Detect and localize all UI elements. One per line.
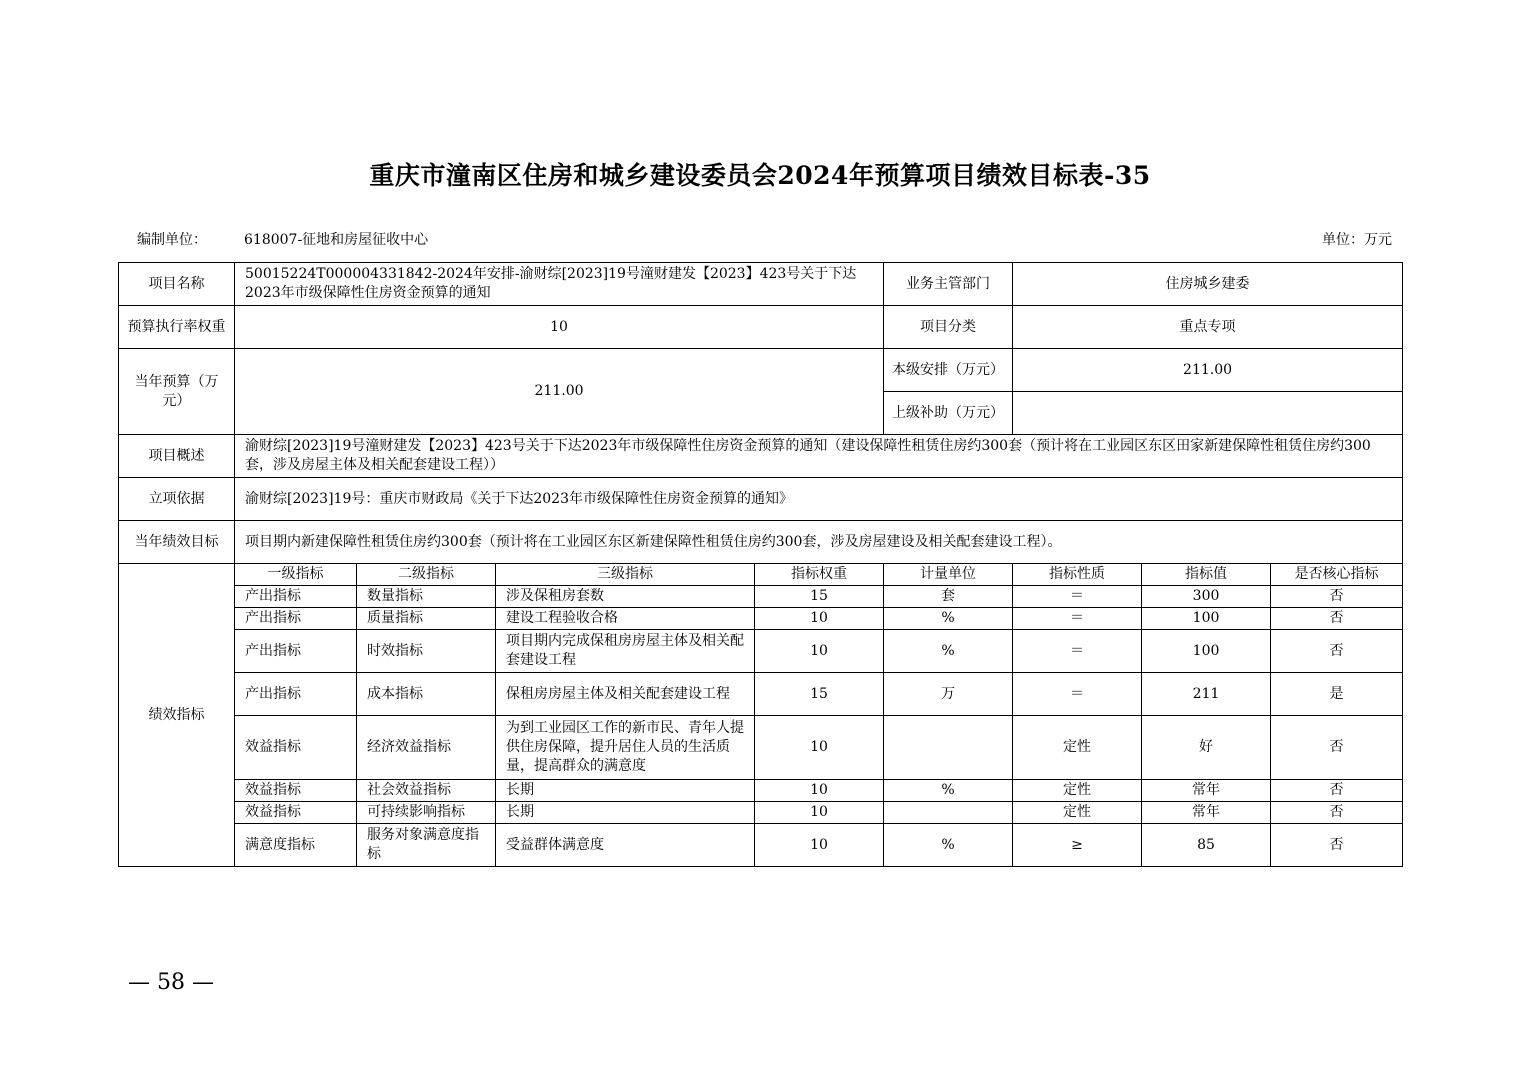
cell-weight: 15 (755, 673, 884, 716)
cell-level3: 长期 (496, 802, 755, 824)
cell-nature: ≥ (1013, 824, 1142, 867)
cell-weight: 10 (755, 802, 884, 824)
budget-label: 当年预算（万元） (119, 349, 235, 435)
cell-nature: 定性 (1013, 780, 1142, 802)
cell-unit (884, 716, 1013, 780)
cell-weight: 10 (755, 824, 884, 867)
table-row (119, 716, 1403, 780)
prep-unit-value: 618007-征地和房屋征收中心 (244, 232, 429, 248)
cell-unit: 套 (884, 586, 1013, 608)
cell-level3: 涉及保租房套数 (496, 586, 755, 608)
cell-level1: 产出指标 (235, 608, 357, 630)
header-nature: 指标性质 (1013, 564, 1142, 586)
project-name-value: 50015224T000004331842-2024年安排-渝财综[2023]19号潼财建发【2023】423号关于下达2023年市级保障性住房资金预算的通知 (235, 263, 884, 306)
cell-level2: 经济效益指标 (357, 716, 496, 780)
upper-value (1013, 392, 1403, 435)
goal-label: 当年绩效目标 (119, 521, 235, 564)
local-value: 211.00 (1013, 349, 1403, 392)
perf-label: 绩效指标 (119, 564, 235, 867)
cell-nature: 定性 (1013, 802, 1142, 824)
cell-unit: 万 (884, 673, 1013, 716)
local-label: 本级安排（万元） (884, 349, 1013, 392)
cell-core: 否 (1271, 802, 1403, 824)
budget-value: 211.00 (235, 349, 884, 435)
cell-weight: 15 (755, 586, 884, 608)
cell-level1: 效益指标 (235, 716, 357, 780)
cell-nature: ＝ (1013, 630, 1142, 673)
basis-value: 渝财综[2023]19号：重庆市财政局《关于下达2023年市级保障性住房资金预算的通知》 (235, 478, 1403, 521)
cell-level2: 服务对象满意度指标 (357, 824, 496, 867)
cell-nature: 定性 (1013, 716, 1142, 780)
table-row (119, 780, 1403, 802)
cell-level1: 满意度指标 (235, 824, 357, 867)
table-row (119, 608, 1403, 630)
category-value: 重点专项 (1013, 306, 1403, 349)
goal-value: 项目期内新建保障性租赁住房约300套（预计将在工业园区东区新建保障性租赁住房约300套，涉及房屋建设及相关配套建设工程）。 (235, 521, 1403, 564)
table-row (119, 673, 1403, 716)
table-row (119, 802, 1403, 824)
header-level1: 一级指标 (235, 564, 357, 586)
cell-weight: 10 (755, 608, 884, 630)
unit-row (137, 229, 1392, 249)
cell-level2: 时效指标 (357, 630, 496, 673)
cell-unit: % (884, 824, 1013, 867)
cell-value: 100 (1142, 630, 1271, 673)
cell-value: 常年 (1142, 780, 1271, 802)
cell-level1: 产出指标 (235, 586, 357, 608)
cell-level3: 保租房房屋主体及相关配套建设工程 (496, 673, 755, 716)
header-level3: 三级指标 (496, 564, 755, 586)
cell-core: 是 (1271, 673, 1403, 716)
cell-value: 100 (1142, 608, 1271, 630)
cell-value: 85 (1142, 824, 1271, 867)
cell-level1: 效益指标 (235, 802, 357, 824)
cell-level1: 产出指标 (235, 630, 357, 673)
cell-level3: 受益群体满意度 (496, 824, 755, 867)
cell-unit: % (884, 780, 1013, 802)
cell-level2: 社会效益指标 (357, 780, 496, 802)
cell-weight: 10 (755, 780, 884, 802)
cell-value: 300 (1142, 586, 1271, 608)
cell-level2: 质量指标 (357, 608, 496, 630)
cell-level2: 成本指标 (357, 673, 496, 716)
cell-level2: 数量指标 (357, 586, 496, 608)
cell-weight: 10 (755, 630, 884, 673)
cell-level3: 为到工业园区工作的新市民、青年人提供住房保障，提升居住人员的生活质量，提高群众的满意度 (496, 716, 755, 780)
header-weight: 指标权重 (755, 564, 884, 586)
table-row (119, 630, 1403, 673)
cell-value: 好 (1142, 716, 1271, 780)
currency-unit: 单位：万元 (1322, 232, 1392, 248)
cell-core: 否 (1271, 716, 1403, 780)
cell-value: 常年 (1142, 802, 1271, 824)
exec-rate-value: 10 (235, 306, 884, 349)
cell-value: 211 (1142, 673, 1271, 716)
dept-label: 业务主管部门 (884, 263, 1013, 306)
cell-level3: 建设工程验收合格 (496, 608, 755, 630)
cell-weight: 10 (755, 716, 884, 780)
table-row (119, 586, 1403, 608)
upper-label: 上级补助（万元） (884, 392, 1013, 435)
cell-level3: 项目期内完成保租房房屋主体及相关配套建设工程 (496, 630, 755, 673)
cell-level1: 效益指标 (235, 780, 357, 802)
cell-core: 否 (1271, 630, 1403, 673)
cell-unit: % (884, 630, 1013, 673)
cell-level2: 可持续影响指标 (357, 802, 496, 824)
cell-level3: 长期 (496, 780, 755, 802)
header-level2: 二级指标 (357, 564, 496, 586)
cell-core: 否 (1271, 608, 1403, 630)
cell-unit: % (884, 608, 1013, 630)
prep-unit-label: 编制单位： (137, 232, 207, 248)
dept-value: 住房城乡建委 (1013, 263, 1403, 306)
page-title: 重庆市潼南区住房和城乡建设委员会2024年预算项目绩效目标表-35 (369, 161, 1151, 190)
page-number: — 58 — (128, 970, 214, 995)
cell-unit (884, 802, 1013, 824)
exec-rate-label: 预算执行率权重 (119, 306, 235, 349)
performance-table (118, 262, 1403, 867)
basis-label: 立项依据 (119, 478, 235, 521)
cell-level1: 产出指标 (235, 673, 357, 716)
cell-nature: ＝ (1013, 608, 1142, 630)
overview-label: 项目概述 (119, 435, 235, 478)
cell-core: 否 (1271, 780, 1403, 802)
header-core: 是否核心指标 (1271, 564, 1403, 586)
header-value: 指标值 (1142, 564, 1271, 586)
header-unit: 计量单位 (884, 564, 1013, 586)
cell-nature: ＝ (1013, 586, 1142, 608)
project-name-label: 项目名称 (119, 263, 235, 306)
cell-core: 否 (1271, 586, 1403, 608)
cell-nature: ＝ (1013, 673, 1142, 716)
overview-value: 渝财综[2023]19号潼财建发【2023】423号关于下达2023年市级保障性住房资金预算的通知（建设保障性租赁住房约300套（预计将在工业园区东区田家新建保障性租赁住房约300套，涉及房屋主体及相关配套建设工程）） (235, 435, 1403, 478)
table-row (119, 824, 1403, 867)
cell-core: 否 (1271, 824, 1403, 867)
category-label: 项目分类 (884, 306, 1013, 349)
